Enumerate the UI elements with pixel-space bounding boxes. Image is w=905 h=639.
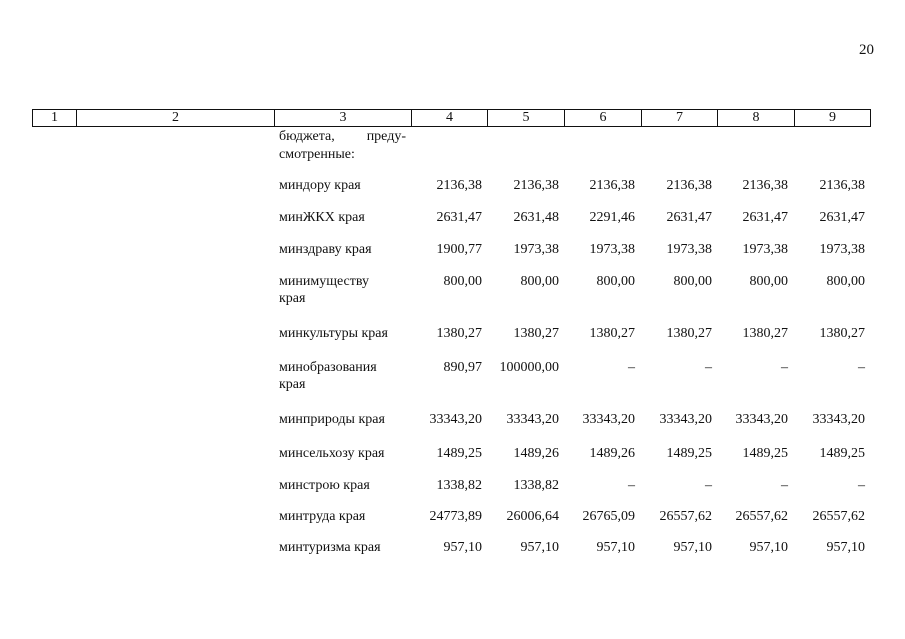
value-cell-col-6: 33343,20 [582, 412, 635, 427]
row-label [279, 411, 404, 428]
value-cell-col-7: 1973,38 [666, 242, 712, 257]
value-cell-col-9: 33343,20 [812, 412, 865, 427]
value-cell-col-7: 957,10 [673, 540, 712, 555]
row-label-line: минимуществу [279, 274, 370, 289]
row-label-line: минприроды края [279, 412, 385, 427]
value-cell-col-4: 1900,77 [436, 242, 482, 257]
value-cell-col-7: 800,00 [673, 274, 712, 289]
row-label-line: минсельхозу края [279, 446, 385, 461]
row-label [279, 539, 404, 556]
row-label-line: минздраву края [279, 242, 372, 257]
row-label [279, 273, 404, 307]
value-cell-col-4: 800,00 [443, 274, 482, 289]
value-cell-col-9: 957,10 [826, 540, 865, 555]
value-cell-col-8: 1380,27 [742, 326, 788, 341]
header-cell-7: 7 [642, 110, 718, 127]
value-cell-col-5: 1973,38 [513, 242, 559, 257]
value-cell-col-8: 33343,20 [735, 412, 788, 427]
value-cell-col-5: 1338,82 [513, 478, 559, 493]
header-cell-9: 9 [795, 110, 871, 127]
row-label [279, 325, 404, 342]
value-cell-col-4: 1380,27 [436, 326, 482, 341]
value-cell-col-4: 1338,82 [436, 478, 482, 493]
value-cell-col-7: 1489,25 [666, 446, 712, 461]
header-cell-2: 2 [77, 110, 275, 127]
intro-word-2: преду- [366, 129, 406, 144]
row-label-line: минтуризма края [279, 540, 381, 555]
value-cell-col-4: 890,97 [443, 360, 482, 375]
value-cell-col-9: 1973,38 [819, 242, 865, 257]
value-cell-col-5: 1380,27 [513, 326, 559, 341]
value-cell-col-6: – [628, 478, 635, 493]
value-cell-col-6: 26765,09 [582, 509, 635, 524]
value-cell-col-6: 2291,46 [589, 210, 635, 225]
row-label [279, 177, 404, 194]
value-cell-col-5: 33343,20 [506, 412, 559, 427]
value-cell-col-6: 800,00 [596, 274, 635, 289]
header-cell-4: 4 [412, 110, 488, 127]
row-label-line: края [279, 291, 306, 306]
value-cell-col-7: 2631,47 [666, 210, 712, 225]
value-cell-col-5: 2631,48 [513, 210, 559, 225]
value-cell-col-8: 2631,47 [742, 210, 788, 225]
header-cell-8: 8 [718, 110, 795, 127]
value-cell-col-9: – [858, 360, 865, 375]
row-label-line: минкультуры края [279, 326, 388, 341]
value-cell-col-4: 33343,20 [429, 412, 482, 427]
value-cell-col-5: 26006,64 [506, 509, 559, 524]
value-cell-col-7: 1380,27 [666, 326, 712, 341]
value-cell-col-6: 2136,38 [589, 178, 635, 193]
value-cell-col-7: 33343,20 [659, 412, 712, 427]
value-cell-col-4: 1489,25 [436, 446, 482, 461]
intro-word-1: бюджета, [279, 129, 335, 144]
header-cell-1: 1 [33, 110, 77, 127]
value-cell-col-8: – [781, 360, 788, 375]
value-cell-col-6: 1380,27 [589, 326, 635, 341]
value-cell-col-9: 1489,25 [819, 446, 865, 461]
row-label-line: миндору края [279, 178, 361, 193]
row-label [279, 241, 404, 258]
value-cell-col-5: 957,10 [520, 540, 559, 555]
value-cell-col-5: 800,00 [520, 274, 559, 289]
page-number: 20 [859, 42, 874, 58]
value-cell-col-5: 100000,00 [499, 360, 559, 375]
value-cell-col-7: 26557,62 [659, 509, 712, 524]
value-cell-col-8: 2136,38 [742, 178, 788, 193]
header-cell-6: 6 [565, 110, 642, 127]
row-label-line: минстрою края [279, 478, 370, 493]
row-label [279, 359, 404, 393]
value-cell-col-7: 2136,38 [666, 178, 712, 193]
value-cell-col-8: 1973,38 [742, 242, 788, 257]
header-cell-5: 5 [488, 110, 565, 127]
value-cell-col-9: 800,00 [826, 274, 865, 289]
value-cell-col-9: 1380,27 [819, 326, 865, 341]
value-cell-col-9: – [858, 478, 865, 493]
value-cell-col-8: 800,00 [749, 274, 788, 289]
row-label [279, 508, 404, 525]
column-number-header [32, 109, 871, 127]
value-cell-col-6: 1973,38 [589, 242, 635, 257]
value-cell-col-6: – [628, 360, 635, 375]
row-label-line: минЖКХ края [279, 210, 365, 225]
value-cell-col-6: 957,10 [596, 540, 635, 555]
value-cell-col-8: – [781, 478, 788, 493]
value-cell-col-6: 1489,26 [589, 446, 635, 461]
row-label-line: минобразования [279, 360, 377, 375]
value-cell-col-5: 1489,26 [513, 446, 559, 461]
row-label-line: минтруда края [279, 509, 366, 524]
row-label [279, 445, 404, 462]
intro-line-2: смотренные: [279, 147, 355, 162]
value-cell-col-4: 2631,47 [436, 210, 482, 225]
row-label [279, 477, 404, 494]
value-cell-col-4: 2136,38 [436, 178, 482, 193]
value-cell-col-5: 2136,38 [513, 178, 559, 193]
value-cell-col-4: 957,10 [443, 540, 482, 555]
row-label-line: края [279, 377, 306, 392]
value-cell-col-9: 2136,38 [819, 178, 865, 193]
value-cell-col-8: 26557,62 [735, 509, 788, 524]
value-cell-col-7: – [705, 360, 712, 375]
row-label [279, 209, 404, 226]
value-cell-col-8: 1489,25 [742, 446, 788, 461]
header-cell-3: 3 [275, 110, 412, 127]
value-cell-col-4: 24773,89 [429, 509, 482, 524]
value-cell-col-7: – [705, 478, 712, 493]
value-cell-col-9: 26557,62 [812, 509, 865, 524]
value-cell-col-9: 2631,47 [819, 210, 865, 225]
section-intro-text [279, 128, 406, 164]
value-cell-col-8: 957,10 [749, 540, 788, 555]
